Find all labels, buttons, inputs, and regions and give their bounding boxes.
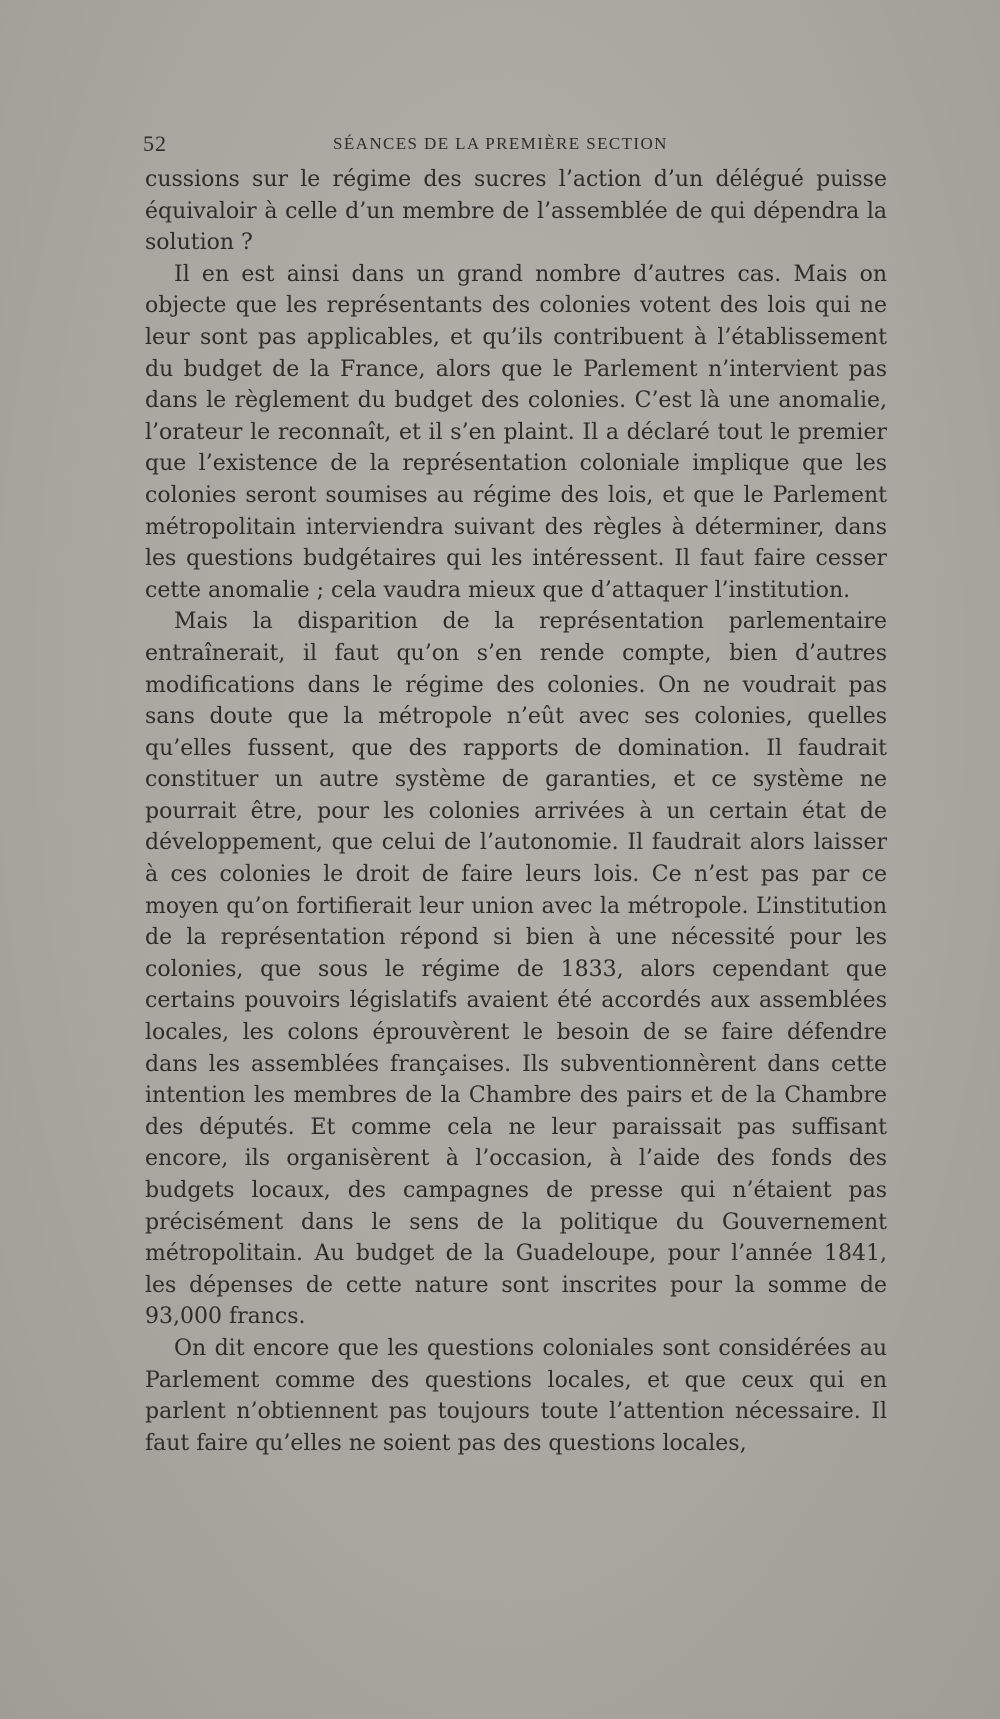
paragraph-continued: cussions sur le régime des sucres l’action d’un délégué puisse équivaloir à celle d’un membre de l’assemblée de qui dépendra la solution ? [145, 167, 887, 256]
running-title: SÉANCES DE LA PREMIÈRE SECTION [333, 134, 668, 153]
paragraph: Mais la disparition de la représentation parlementaire entraînerait, il faut qu’on s’en rende compte, bien d’autres modifications dans le régime des colonies. On ne voudrait pas sans doute que la métropole n’eût avec ses colonies, quelles qu’elles fussent, que des rapports de domination. Il faudrait constituer un autre système de garanties, et ce système ne pourrait être, pour les colonies arrivées à un certain état de développement, que celui de l’autonomie. Il faudrait alors laisser à ces colonies le droit de faire leurs lois. Ce n’est pas par ce moyen qu’on fortifierait leur union avec la métropole. L’institution de la représentation répond si bien à une nécessité pour les colonies, que sous le régime de 1833, alors cependant que certains pouvoirs législatifs avaient été accordés aux assemblées locales, les colons éprouvèrent le besoin de se faire défendre dans les assemblées françaises. Ils subventionnèrent dans cette intention les membres de la Chambre des pairs et de la Chambre des députés. Et comme cela ne leur paraissait pas suffisant encore, ils organisèrent à l’occasion, à l’aide des fonds des budgets locaux, des campagnes de presse qui n’étaient pas précisément dans le sens de la politique du Gouvernement métropolitain. Au budget de la Guadeloupe, pour l’année 1841, les dépenses de cette nature sont inscrites pour la somme de 93,000 francs. [145, 609, 887, 1330]
paragraph: Il en est ainsi dans un grand nombre d’autres cas. Mais on objecte que les représentants des colonies votent des lois qui ne leur sont pas applicables, et qu’ils contribuent à l’établissement du budget de la France, alors que le Parlement n’intervient pas dans le règlement du budget des colonies. C’est là une anomalie, l’orateur le reconnaît, et il s’en plaint. Il a déclaré tout le premier que l’existence de la représentation coloniale implique que les colonies seront soumises au régime des lois, et que le Parlement métropolitain interviendra suivant des règles à déterminer, dans les questions budgétaires qui les intéressent. Il faut faire cesser cette anomalie ; cela vaudra mieux que d’attaquer l’institution. [145, 261, 887, 603]
body-text [145, 164, 887, 1459]
paragraph: On dit encore que les questions coloniales sont considérées au Parlement comme des questions locales, et que ceux qui en parlent n’obtiennent pas toujours toute l’attention nécessaire. Il faut faire qu’elles ne soient pas des questions locales, [145, 1335, 887, 1456]
page-header [143, 131, 885, 163]
page-number: 52 [143, 131, 167, 156]
